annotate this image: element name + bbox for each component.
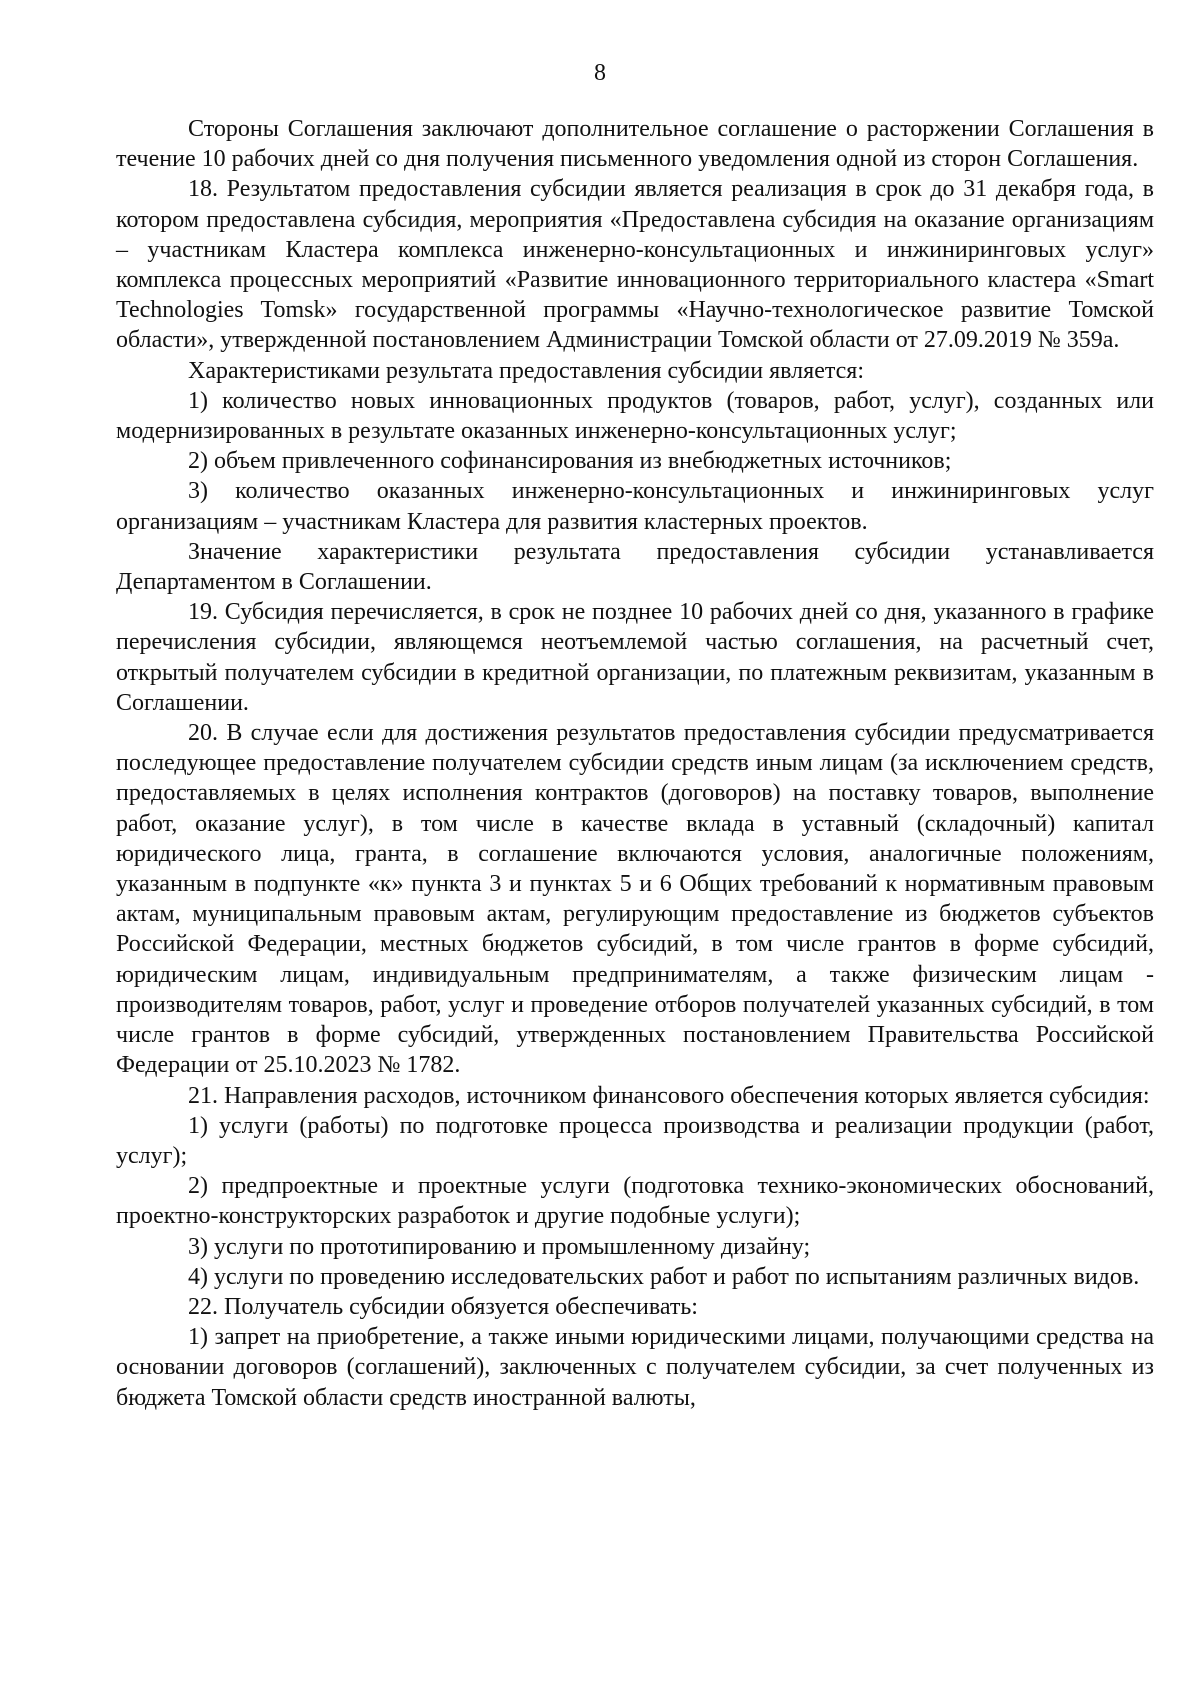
list-item-expense-4: 4) услуги по проведению исследовательских работ и работ по испытаниям различных видов. — [188, 1263, 1140, 1290]
list-item-expense-1: 1) услуги (работы) по подготовке процесса производства и реализации продукции (работ, услуг); — [116, 1112, 1154, 1169]
paragraph-result-characteristics: Характеристиками результата предоставления субсидии является: — [188, 357, 864, 384]
list-item-obligation-1: 1) запрет на приобретение, а также иными юридическими лицами, получающими средства на основании договоров (соглашений), заключенных с получателем субсидии, за счет полученных из бюджета Томской области средств иностранной валюты, — [116, 1324, 1154, 1411]
page-number: 8 — [594, 60, 606, 86]
paragraph-22-obligations: 22. Получатель субсидии обязуется обеспечивать: — [188, 1293, 698, 1320]
list-item-characteristic-3: 3) количество оказанных инженерно-консультационных и инжиниринговых услуг организациям – участникам Кластера для развития кластерных проектов. — [116, 478, 1154, 535]
paragraph-21-expense-directions: 21. Направления расходов, источником финансового обеспечения которых является субсидия: — [188, 1082, 1150, 1109]
list-item-characteristic-1: 1) количество новых инновационных продуктов (товаров, работ, услуг), созданных или модернизированных в результате оказанных инженерно-консультационных услуг; — [116, 387, 1154, 445]
paragraph-20-conditions: 20. В случае если для достижения результатов предоставления субсидии предусматривается последующее предоставление получателем субсидии средств иным лицам (за исключением средств, предоставляемых в целях исполнения контрактов (договоров) на поставку товаров, выполнение работ, оказание услуг), в том числе в качестве вклада в уставный (складочный) капитал юридического лица, гранта, в соглашение включаются условия, аналогичные положениям, указанным в подпункте «к» пункта 3 и пунктах 5 и 6 Общих требований к нормативным правовым актам, муниципальным правовым актам, регулирующим предоставление из бюджетов субъектов Российской Федерации, местных бюджетов субсидий, в том числе грантов в форме субсидий, юридическим лицам, индивидуальным предпринимателям, а также физическим лицам - производителям товаров, работ, услуг и проведение отборов получателей указанных субсидий, в том числе грантов в форме субсидий, утвержденных постановлением Правительства Российской Федерации от 25.10.2023 № 1782. — [116, 720, 1154, 1079]
paragraph-termination-agreement: Стороны Соглашения заключают дополнительное соглашение о расторжении Соглашения в течение 10 рабочих дней со дня получения письменного уведомления одной из сторон Соглашения. — [116, 116, 1154, 173]
list-item-expense-3: 3) услуги по прототипированию и промышленному дизайну; — [188, 1233, 811, 1260]
paragraph-19-transfer: 19. Субсидия перечисляется, в срок не позднее 10 рабочих дней со дня, указанного в графике перечисления субсидии, являющемся неотъемлемой частью соглашения, на расчетный счет, открытый получателем субсидии в кредитной организации, по платежным реквизитам, указанным в Соглашении. — [116, 599, 1154, 716]
paragraph-18-result: 18. Результатом предоставления субсидии является реализация в срок до 31 декабря года, в котором предоставлена субсидия, мероприятия «Предоставлена субсидия на оказание организациям – участникам Кластера комплекса инженерно-консультационных и инжиниринговых услуг» комплекса процессных мероприятий «Развитие инновационного территориального кластера «Smart Technologies Tomsk» государственной программы «Научно-технологическое развитие Томской области», утвержденной постановлением Администрации Томской области от 27.09.2019 № 359а. — [116, 176, 1154, 354]
list-item-expense-2: 2) предпроектные и проектные услуги (подготовка технико-экономических обоснований, проектно-конструкторских разработок и другие подобные услуги); — [116, 1173, 1154, 1230]
paragraph-characteristic-value: Значение характеристики результата предоставления субсидии устанавливается Департаментом в Соглашении. — [116, 538, 1154, 596]
document-body — [116, 114, 1154, 1413]
list-item-characteristic-2: 2) объем привлеченного софинансирования из внебюджетных источников; — [188, 448, 952, 475]
